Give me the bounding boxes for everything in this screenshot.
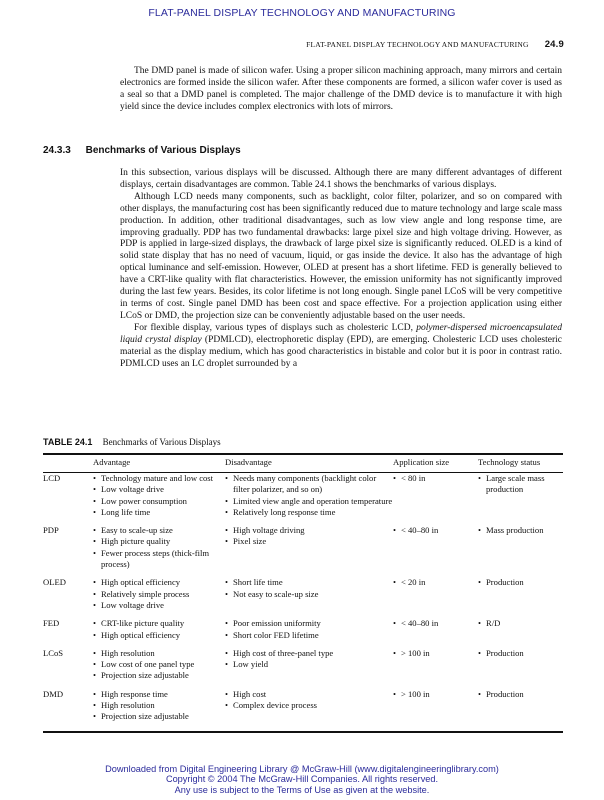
bullet-item: • Production [478, 689, 563, 700]
bullet-list [478, 618, 563, 629]
table-row [43, 473, 563, 525]
technology-status-cell [478, 473, 563, 525]
technology-status-cell [478, 577, 563, 618]
page-number: 24.9 [544, 39, 564, 50]
italic-term: polymer-dispersed microencapsulated liquid crystal display [120, 322, 562, 345]
bullet-item: • < 80 in [393, 473, 478, 484]
footer-line: Any use is subject to the Terms of Use as given at the website. [174, 784, 430, 795]
bullet-item: • Complex device process [225, 700, 393, 711]
bullet-item: • Needs many components (backlight color filter polarizer, and so on) [225, 473, 393, 496]
bullet-list [393, 577, 478, 588]
bullet-list [478, 689, 563, 700]
bullet-item: • Not easy to scale-up size [225, 589, 393, 600]
bullet-list [225, 525, 393, 548]
disadvantage-cell [225, 525, 393, 577]
bullet-item: • Poor emission uniformity [225, 618, 393, 629]
bullet-item: • High resolution [93, 648, 225, 659]
table-row [43, 577, 563, 618]
bullet-item: • Limited view angle and operation temperature [225, 496, 393, 507]
disadvantage-cell [225, 689, 393, 730]
table-bottom-rule [43, 731, 563, 733]
bullet-list [393, 618, 478, 629]
bullet-item: • Low yield [225, 659, 393, 670]
bullet-item: • Low power consumption [93, 496, 225, 507]
bullet-item: • High optical efficiency [93, 630, 225, 641]
intro-block [120, 66, 562, 114]
bullet-item: • Production [478, 648, 563, 659]
technology-status-cell [478, 618, 563, 648]
bullet-item: • High response time [93, 689, 225, 700]
bullet-item: • Low cost of one panel type [93, 659, 225, 670]
disadvantage-cell [225, 618, 393, 648]
bullet-list [478, 473, 563, 496]
bullet-list [478, 648, 563, 659]
bullet-item: • > 100 in [393, 648, 478, 659]
advantage-cell [93, 473, 225, 525]
application-size-cell [393, 525, 478, 577]
bullet-item: • Pixel size [225, 536, 393, 547]
intro-paragraph: The DMD panel is made of silicon wafer. Using a proper silicon machining approach, many mirrors and certain electronics are formed inside the silicon wafer. After these components are formed, a silicon wafer cover is used as a seal so that a DMD panel is completed. The major challenge of the DMD device is to manufacture it with high yield since the device includes complex electronics with lots of mirrors. [120, 66, 562, 112]
bullet-item: • Relatively simple process [93, 589, 225, 600]
bullet-item: • R/D [478, 618, 563, 629]
bullet-list [393, 689, 478, 700]
table-row [43, 525, 563, 577]
section-body [120, 168, 562, 370]
bullet-item: • Long life time [93, 507, 225, 518]
table-top-rule [43, 453, 563, 455]
bullet-item: • High cost of three-panel type [225, 648, 393, 659]
bullet-list [93, 618, 225, 641]
application-size-cell [393, 689, 478, 730]
running-head-title: FLAT-PANEL DISPLAY TECHNOLOGY AND MANUFACTURING [306, 40, 529, 49]
table-body [43, 473, 563, 730]
bullet-item: • Projection size adjustable [93, 670, 225, 681]
section-paragraph-last [120, 323, 562, 371]
bullet-item: • Mass production [478, 525, 563, 536]
disadvantage-cell [225, 648, 393, 689]
display-type-cell: FED [43, 618, 60, 629]
bullet-list [93, 525, 225, 570]
text-run: For flexible display, various types of displays such as cholesteric LCD, [134, 322, 417, 333]
display-type-cell: LCD [43, 473, 61, 483]
top-banner: FLAT-PANEL DISPLAY TECHNOLOGY AND MANUFACTURING [148, 7, 456, 19]
application-size-cell [393, 618, 478, 648]
disadvantage-cell [225, 473, 393, 525]
bullet-item: • > 100 in [393, 689, 478, 700]
bullet-item: • High resolution [93, 700, 225, 711]
bullet-list [93, 648, 225, 682]
bullet-item: • High cost [225, 689, 393, 700]
bullet-item: • High optical efficiency [93, 577, 225, 588]
benchmark-table [43, 456, 563, 730]
bullet-list [478, 577, 563, 588]
footer-line: Copyright © 2004 The McGraw-Hill Companies. All rights reserved. [165, 774, 439, 785]
column-header-advantage: Advantage [93, 457, 131, 468]
bullet-item: • Low voltage drive [93, 484, 225, 495]
advantage-cell [93, 618, 225, 648]
bullet-item: • Large scale mass production [478, 473, 563, 496]
bullet-list [478, 525, 563, 536]
section-title: Benchmarks of Various Displays [85, 145, 241, 156]
bullet-item: • Relatively long response time [225, 507, 393, 518]
bullet-list [393, 473, 478, 484]
advantage-cell [93, 577, 225, 618]
column-header [43, 456, 93, 473]
bullet-item: • Production [478, 577, 563, 588]
table-header-row [43, 456, 563, 473]
application-size-cell [393, 648, 478, 689]
application-size-cell [393, 577, 478, 618]
table-caption [43, 437, 221, 447]
section-heading [43, 145, 241, 156]
technology-status-cell [478, 525, 563, 577]
text-run: (PDMLCD), electrophoretic display (EPD), are emerging. Cholesteric LCD uses cholesteric material as the display medium, which has good characteristics in bistable and color but it is poor in contrast ratio. PDMLCD uses an LC droplet surrounded by a [120, 334, 562, 369]
display-type-cell: DMD [43, 688, 64, 699]
advantage-cell [93, 525, 225, 577]
bullet-list [393, 648, 478, 659]
section-paragraph: In this subsection, various displays will be discussed. Although there are many different advantages of different displays, certain disadvantages are common. Table 24.1 shows the benchmarks of various displays. [120, 168, 562, 190]
bullet-item: • Projection size adjustable [93, 711, 225, 722]
bullet-list [225, 577, 393, 600]
table-row [43, 689, 563, 730]
bullet-item: • High picture quality [93, 536, 225, 547]
footer [0, 764, 604, 795]
bullet-item: • Technology mature and low cost [93, 473, 225, 484]
table-row [43, 648, 563, 689]
bullet-list [93, 689, 225, 723]
section-number: 24.3.3 [43, 145, 71, 156]
bullet-item: • < 40–80 in [393, 525, 478, 536]
section-paragraph: Although LCD needs many components, such as backlight, color filter, polarizer, and so on compared with other displays, the manufacturing cost has been significantly reduced due to mature technology and large scale mass production. In addition, other traditional disadvantages, such as low view angle and long response time, are improving gradually. PDP has two fundamental drawbacks: large pixel size and high voltage driving. However, as PDP is applied in large-sized displays, the drawback of large pixel size is significantly reduced. OLED is a kind of solid state display that has no need of vacuum, liquid, or gas inside the device. It also has the advantage of high optical luminance and self-emission. However, OLED at present has a short lifetime. FED is generally believed to have a CRT-like quality with flat characteristics. However, the emission uniformity has not significantly improved during the last few years. Besides, its color lifetime is not long enough. Single panel LCoS will be very competitive in terms of cost. Single panel DMD has been cost and space effective. For a projection application using either LCoS or DMD, the projection size can be conveniently adjustable based on the user needs. [120, 191, 562, 321]
disadvantage-cell [225, 577, 393, 618]
bullet-list [225, 648, 393, 671]
bullet-item: • Fewer process steps (thick-film process) [93, 548, 225, 571]
column-header-technology-status: Technology status [478, 457, 541, 468]
bullet-item: • CRT-like picture quality [93, 618, 225, 629]
technology-status-cell [478, 648, 563, 689]
bullet-item: • Low voltage drive [93, 600, 225, 611]
table-label: TABLE 24.1 [43, 437, 93, 447]
bullet-list [225, 473, 393, 518]
bullet-list [93, 577, 225, 611]
advantage-cell [93, 689, 225, 730]
bullet-item: • Short life time [225, 577, 393, 588]
bullet-item: • < 20 in [393, 577, 478, 588]
display-type-cell: OLED [43, 577, 66, 588]
footer-line: Downloaded from Digital Engineering Library @ McGraw-Hill (www.digitalengineeringlibrary.com) [105, 764, 499, 774]
advantage-cell [93, 648, 225, 689]
bullet-item: • High voltage driving [225, 525, 393, 536]
bullet-item: • Easy to scale-up size [93, 525, 225, 536]
running-head [306, 39, 564, 50]
bullet-list [225, 689, 393, 712]
display-type-cell: LCoS [43, 647, 64, 658]
bullet-item: • Short color FED lifetime [225, 630, 393, 641]
column-header-application-size: Application size [393, 457, 450, 468]
display-type-cell: PDP [43, 525, 59, 536]
bullet-list [225, 618, 393, 641]
bullet-item: • < 40–80 in [393, 618, 478, 629]
column-header-disadvantage: Disadvantage [225, 457, 272, 468]
technology-status-cell [478, 689, 563, 730]
table-row [43, 618, 563, 648]
bullet-list [93, 473, 225, 518]
table-caption-text: Benchmarks of Various Displays [102, 437, 221, 447]
application-size-cell [393, 473, 478, 525]
bullet-list [393, 525, 478, 536]
